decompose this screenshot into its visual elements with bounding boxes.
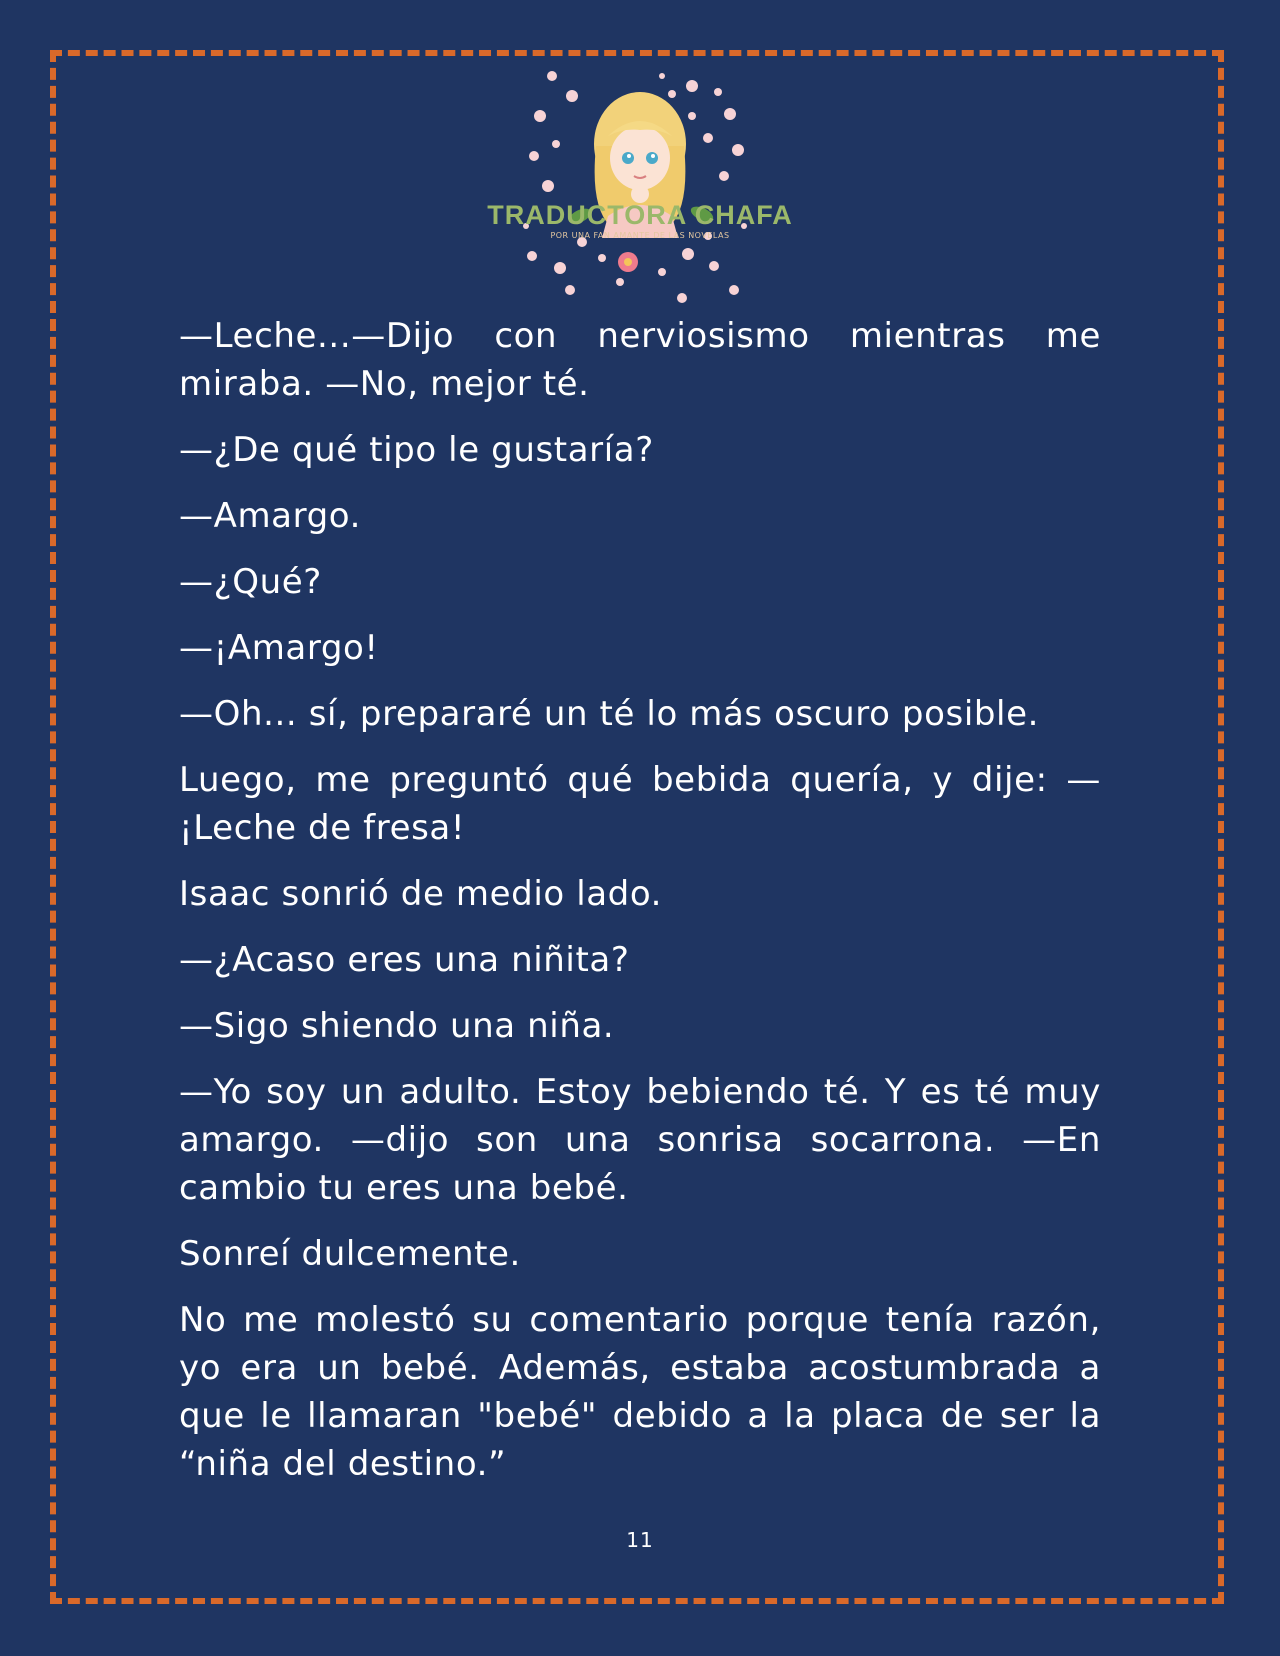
paragraph: No me molestó su comentario porque tenía razón, yo era un bebé. Además, estaba acostumbrada a que le llamaran "bebé" debido a la placa de ser la “niña del destino.”	[179, 1300, 1101, 1484]
paragraph: Sonreí dulcemente.	[179, 1234, 521, 1274]
page-number: 11	[626, 1528, 654, 1552]
paragraph: Luego, me preguntó qué bebida quería, y dije: —¡Leche de fresa!	[179, 760, 1101, 848]
paragraph: Isaac sonrió de medio lado.	[179, 874, 663, 914]
paragraph: —Yo soy un adulto. Estoy bebiendo té. Y es té muy amargo. —dijo son una sonrisa socarrona. —En cambio tu eres una bebé.	[179, 1072, 1101, 1208]
paragraph: —Amargo.	[179, 496, 361, 536]
right-eye	[646, 152, 658, 164]
paragraph: —Sigo shiendo una niña.	[179, 1006, 615, 1046]
logo-title: TRADUCTORA CHAFA	[487, 200, 793, 230]
logo-subtitle: POR UNA FAN AMANTE DE LAS NOVELAS	[550, 231, 730, 240]
paragraph: —¿Acaso eres una niñita?	[179, 940, 630, 980]
left-eye	[622, 152, 634, 164]
paragraph: —Leche...—Dijo con nerviosismo mientras me miraba. —No, mejor té.	[179, 316, 1101, 404]
logo-graphic	[487, 66, 793, 310]
traductora-chafa-logo-icon	[487, 66, 793, 310]
paragraph: —¿De qué tipo le gustaría?	[179, 430, 654, 470]
paragraph: —¿Qué?	[179, 562, 322, 602]
paragraph: —¡Amargo!	[179, 628, 379, 668]
paragraph: —Oh... sí, prepararé un té lo más oscuro posible.	[179, 694, 1040, 734]
chapter-text	[179, 312, 1101, 1506]
face-shape	[610, 126, 670, 190]
